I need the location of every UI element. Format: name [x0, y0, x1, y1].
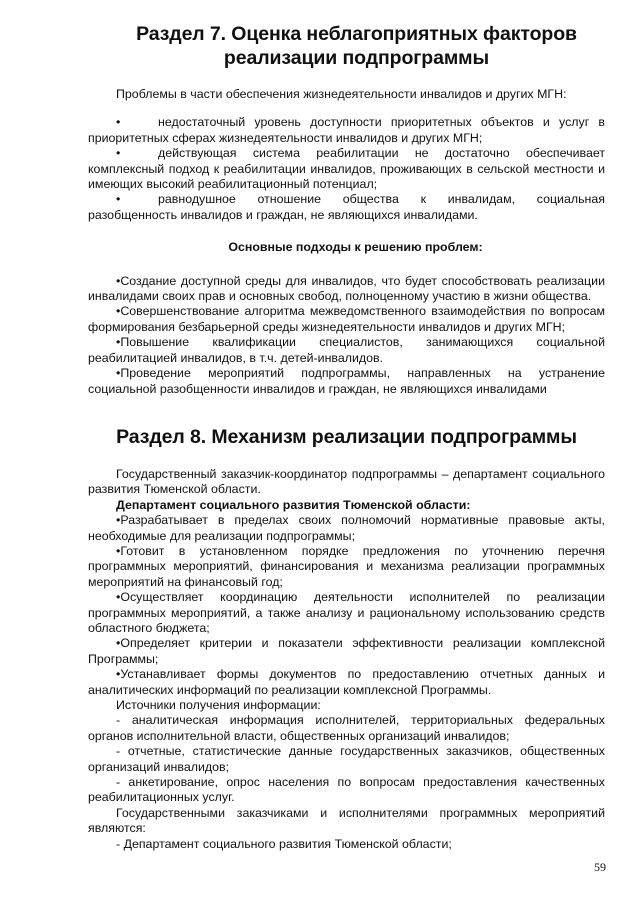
- department-item: •Готовит в установленном порядке предложения по уточнению перечня программных мероприятий, финансирования и механизма реализации программных мероприятий на финансовый год;: [88, 543, 605, 589]
- department-item: •Разрабатывает в пределах своих полномочий нормативные правовые акты, необходимые для реализации подпрограммы;: [88, 513, 605, 543]
- approach-item: •Создание доступной среды для инвалидов, что будет способствовать реализации инвалидами своих прав и основных свобод, полноценному участию в жизни общества.: [88, 273, 605, 304]
- bullet-icon: •: [116, 366, 121, 381]
- bullet-icon: •: [116, 115, 121, 130]
- problem-item: • действующая система реабилитации не достаточно обеспечивает комплексный подход к реабилитации инвалидов, проживающих в сельской местности и имеющих высокий реабилитационный потенциал;: [88, 146, 605, 192]
- bullet-icon: •: [116, 192, 121, 207]
- approach-item: •Повышение квалификации специалистов, занимающихся социальной реабилитацией инвалидов, в т.ч. детей-инвалидов.: [88, 335, 605, 365]
- coordinator-paragraph: Государственный заказчик-координатор подпрограммы – департамент социального развития Тюменской области.: [88, 466, 605, 497]
- page-number: 59: [594, 860, 606, 874]
- section-7-lead: Проблемы в части обеспечения жизнедеятельности инвалидов и других МГН:: [116, 87, 567, 101]
- department-item: •Осуществляет координацию деятельности исполнителей по реализации программных мероприятий, а также анализу и рациональному использованию средств областного бюджета;: [88, 590, 605, 635]
- bullet-icon: •: [116, 667, 121, 682]
- bullet-icon: •: [116, 146, 121, 161]
- page-content: [88, 22, 605, 852]
- sources-heading: Источники получения информации:: [116, 698, 321, 712]
- customer-item: - Департамент социального развития Тюменской области;: [116, 836, 452, 851]
- department-item: •Устанавливает формы документов по предоставлению отчетных данных и аналитических информаций по реализации комплексной Программы.: [88, 667, 605, 697]
- department-item: •Определяет критерии и показатели эффективности реализации комплексной Программы;: [88, 636, 605, 666]
- problem-item: • недостаточный уровень доступности приоритетных объектов и услуг в приоритетных сферах жизнедеятельности инвалидов и других МГН;: [88, 115, 605, 145]
- section-8-title: Раздел 8. Механизм реализации подпрограммы: [116, 425, 577, 448]
- section-7-title: Раздел 7. Оценка неблагоприятных факторов реализации подпрограммы: [136, 23, 577, 69]
- bullet-icon: •: [116, 513, 121, 528]
- bullet-icon: •: [116, 590, 121, 605]
- source-item: - анкетирование, опрос населения по вопросам предоставления качественных реабилитационных услуг.: [88, 775, 605, 805]
- problem-item: • равнодушное отношение общества к инвалидам, социальная разобщенность инвалидов и граждан, не являющихся инвалидами.: [88, 192, 605, 222]
- department-heading: Департамент социального развития Тюменской области:: [116, 497, 471, 512]
- source-item: - отчетные, статистические данные государственных заказчиков, общественных организаций инвалидов;: [88, 744, 605, 774]
- approach-item: •Проведение мероприятий подпрограммы, направленных на устранение социальной разобщенности инвалидов и граждан, не являющихся инвалидами: [88, 366, 605, 396]
- approaches-heading: Основные подходы к решению проблем:: [228, 240, 483, 255]
- source-item: - аналитическая информация исполнителей, территориальных федеральных органов исполнительной власти, общественных организаций инвалидов;: [88, 713, 605, 743]
- bullet-icon: •: [116, 304, 121, 319]
- bullet-icon: •: [116, 335, 121, 350]
- customers-heading: Государственными заказчиками и исполнителями программных мероприятий являются:: [88, 805, 605, 836]
- approach-item: •Совершенствование алгоритма межведомственного взаимодействия по вопросам формирования безбарьерной среды жизнедеятельности инвалидов и других МГН;: [88, 304, 605, 334]
- bullet-icon: •: [116, 273, 121, 288]
- bullet-icon: •: [116, 636, 121, 651]
- bullet-icon: •: [116, 543, 121, 558]
